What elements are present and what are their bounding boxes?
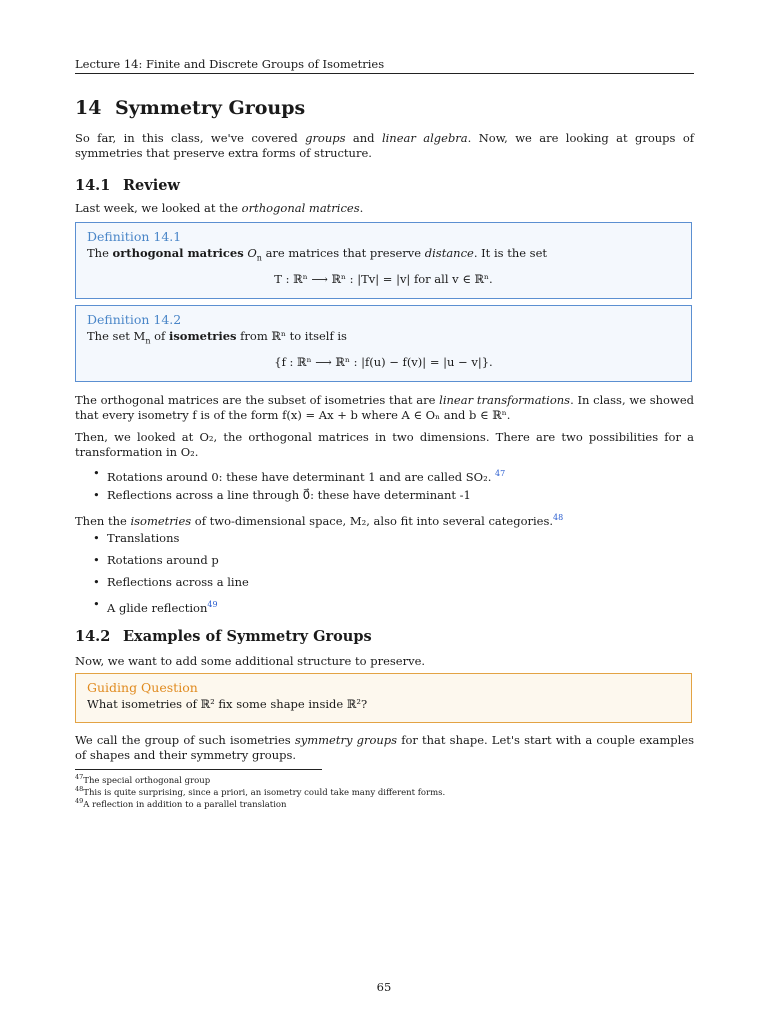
- footnote-ref-49[interactable]: 49: [207, 600, 218, 609]
- intro-text-1: So far, in this class, we've covered: [75, 131, 306, 145]
- def2-text-1: The set M: [87, 329, 146, 343]
- para3-text-2: of two-dimensional space, M₂, also fit into several categories.: [191, 513, 554, 528]
- review-term: orthogonal matrices: [241, 201, 360, 215]
- bullet: •: [93, 488, 100, 502]
- bullet: •: [93, 531, 100, 545]
- footnote-number: 47: [75, 773, 84, 781]
- definition-title: Definition 14.2: [87, 312, 182, 327]
- bullet: •: [93, 553, 100, 567]
- para3-text-1: Then the: [75, 513, 131, 528]
- para3-term: isometries: [130, 513, 192, 528]
- definition-title: Definition 14.1: [87, 229, 182, 244]
- review-text-2: .: [359, 201, 364, 215]
- definition-math: {f : ℝⁿ ⟶ ℝⁿ : |f(u) − f(v)| = |u − v|}.: [274, 355, 493, 370]
- definition-body: [87, 328, 680, 349]
- intro-text-2: and: [345, 131, 382, 145]
- def1-subscript: n: [256, 253, 262, 263]
- para5-text-2: for that shape. Let's start with a couple examples of shapes and their symmetry groups.: [75, 733, 694, 762]
- paragraph-o2: Then, we looked at O₂, the orthogonal matrices in two dimensions. There are two possibilities for a transformation in O₂.: [75, 430, 694, 459]
- list-item-text: Reflections across a line: [107, 575, 249, 589]
- footnote-text: This is quite surprising, since a priori, an isometry could take many different forms.: [83, 787, 446, 798]
- definition-box-14-1: [75, 222, 692, 299]
- intro-linear-algebra-term: linear algebra: [381, 131, 468, 145]
- paragraph-m2: [75, 510, 694, 529]
- list-item: [75, 466, 505, 488]
- list-item: [75, 553, 249, 575]
- m2-list: [75, 531, 249, 619]
- def1-text-1: The: [87, 246, 113, 260]
- list-item-text: Rotations around p: [107, 553, 219, 567]
- list-item-text: A glide reflection: [107, 600, 208, 615]
- footnote-text: A reflection in addition to a parallel translation: [83, 799, 287, 810]
- bullet: •: [93, 466, 100, 480]
- subsection-title: Examples of Symmetry Groups: [123, 628, 372, 645]
- guiding-question-title: Guiding Question: [87, 680, 198, 695]
- guiding-question-text: What isometries of ℝ² fix some shape inside ℝ²?: [87, 697, 368, 711]
- subsection-number: 14.1: [75, 177, 111, 194]
- o2-list: [75, 466, 505, 510]
- bullet: •: [93, 597, 100, 611]
- review-text-1: Last week, we looked at the: [75, 201, 242, 215]
- def2-text-2: of: [150, 329, 169, 343]
- def1-em: distance: [424, 246, 474, 260]
- definition-math: T : ℝⁿ ⟶ ℝⁿ : |Tv| = |v| for all v ∈ ℝⁿ.: [274, 272, 493, 287]
- section-number: 14: [75, 97, 102, 119]
- list-item: [75, 575, 249, 597]
- intro-paragraph: [75, 131, 694, 161]
- footnote-rule: [75, 769, 322, 770]
- footnote-number: 49: [75, 797, 84, 805]
- definition-box-14-2: [75, 305, 692, 382]
- footnote-ref-48[interactable]: 48: [553, 513, 564, 522]
- paragraph-additional-structure: Now, we want to add some additional structure to preserve.: [75, 654, 426, 668]
- paragraph-symmetry-groups: [75, 733, 694, 763]
- subsection-examples-heading: [75, 628, 372, 645]
- para5-text-1: We call the group of such isometries: [75, 733, 295, 747]
- list-item-text: Rotations around 0: these have determinant 1 and are called SO₂.: [107, 469, 492, 484]
- paragraph-orthogonal-subset: [75, 393, 694, 423]
- section-title: Symmetry Groups: [115, 97, 306, 119]
- definition-body: [87, 245, 680, 266]
- def1-term: orthogonal matrices: [112, 246, 244, 260]
- footnote-49: [75, 795, 287, 811]
- list-item: [75, 488, 505, 510]
- subsection-title: Review: [123, 177, 180, 194]
- page-number: 65: [376, 980, 392, 994]
- footnote-number: 48: [75, 785, 84, 793]
- footnote-ref-47[interactable]: 47: [495, 469, 506, 478]
- para1-text-1: The orthogonal matrices are the subset of isometries that are: [75, 393, 440, 407]
- para1-text-2: . In class, we showed that every isometry f is of the form f(x) = Ax + b where A ∈ Oₙ and b ∈ ℝⁿ.: [75, 393, 694, 422]
- subsection-number: 14.2: [75, 628, 111, 645]
- list-item-text: Translations: [107, 531, 180, 545]
- bullet: •: [93, 575, 100, 589]
- section-heading: [75, 97, 305, 119]
- def1-symbol: O: [243, 246, 257, 260]
- para1-term: linear transformations: [439, 393, 571, 407]
- def2-subscript: n: [145, 336, 151, 346]
- def1-text-4: . It is the set: [473, 246, 548, 260]
- list-item: [75, 597, 249, 619]
- intro-text-3: . Now, we are looking at groups of symmetries that preserve extra forms of structure.: [75, 131, 695, 160]
- def1-text-3: are matrices that preserve: [261, 246, 425, 260]
- review-paragraph: [75, 201, 694, 216]
- running-head: Lecture 14: Finite and Discrete Groups of Isometries: [75, 57, 694, 74]
- guiding-question-box: [75, 673, 692, 723]
- intro-groups-term: groups: [305, 131, 346, 145]
- list-item-text: Reflections across a line through 0⃗: these have determinant -1: [107, 488, 471, 502]
- def2-text-3: from ℝⁿ to itself is: [236, 329, 347, 343]
- subsection-review-heading: [75, 177, 180, 194]
- footnote-text: The special orthogonal group: [83, 775, 211, 786]
- list-item: [75, 531, 249, 553]
- para5-term: symmetry groups: [294, 733, 398, 747]
- def2-term: isometries: [168, 329, 237, 343]
